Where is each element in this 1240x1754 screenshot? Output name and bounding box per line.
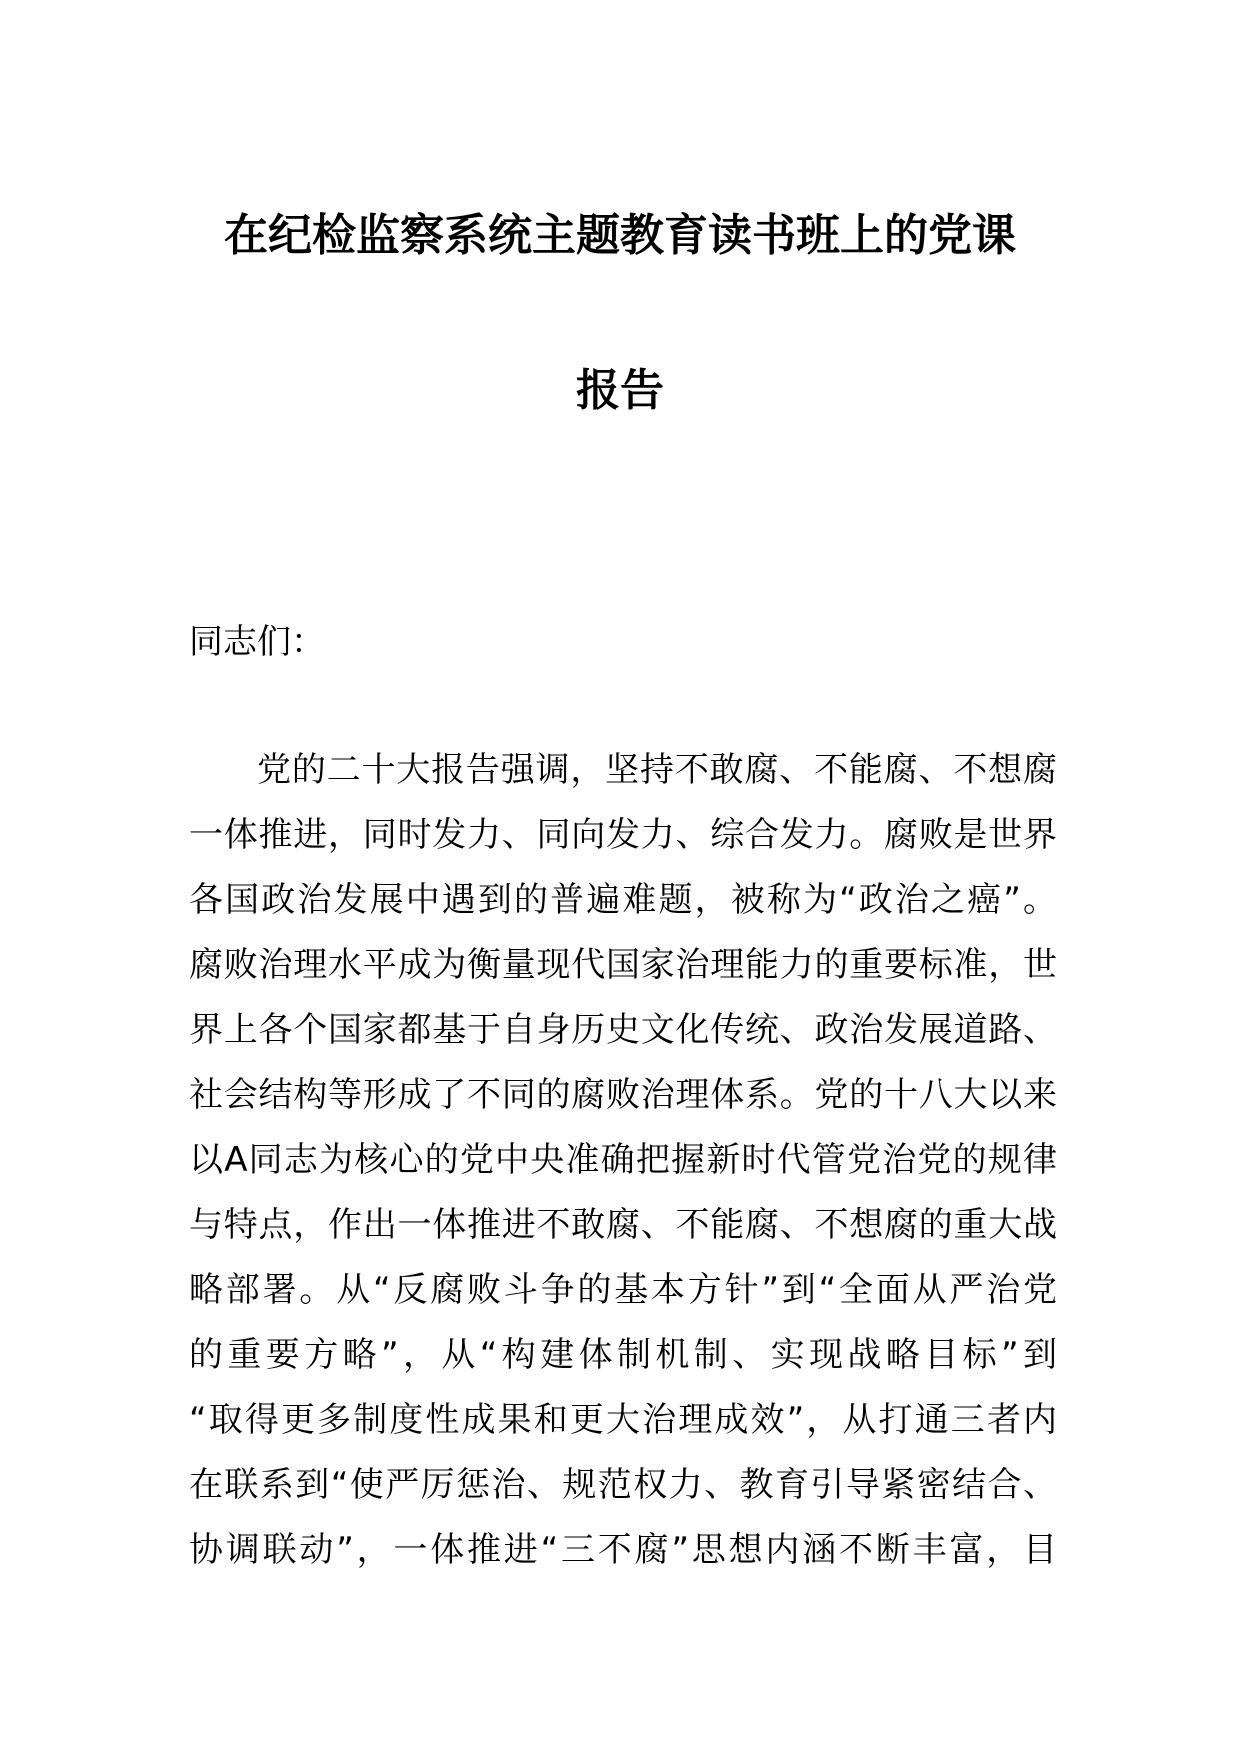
body-paragraph [189, 750, 1057, 1595]
paragraph-line: 各国政治发展中遇到的普遍难题，被称为“政治之癌”。 [189, 880, 1057, 920]
document-title-line1: 在纪检监察系统主题教育读书班上的党课 [224, 210, 1016, 261]
paragraph-line: 在联系到“使严厉惩治、规范权力、教育引导紧密结合、 [189, 1465, 1057, 1505]
paragraph-line: 腐败治理水平成为衡量现代国家治理能力的重要标准，世 [189, 945, 1057, 985]
paragraph-line: 社会结构等形成了不同的腐败治理体系。党的十八大以来 [189, 1075, 1057, 1115]
paragraph-line: 与特点，作出一体推进不敢腐、不能腐、不想腐的重大战 [189, 1205, 1057, 1245]
document-title-line2: 报告 [576, 365, 664, 416]
paragraph-line: 界上各个国家都基于自身历史文化传统、政治发展道路、 [189, 1010, 1057, 1050]
salutation: 同志们： [189, 622, 325, 662]
paragraph-line: 的重要方略”，从“构建体制机制、实现战略目标”到 [189, 1335, 1057, 1375]
paragraph-line: 协调联动”，一体推进“三不腐”思想内涵不断丰富，目 [189, 1530, 1057, 1570]
paragraph-line: 以A同志为核心的党中央准确把握新时代管党治党的规律 [189, 1140, 1057, 1180]
paragraph-line: 略部署。从“反腐败斗争的基本方针”到“全面从严治党 [189, 1270, 1057, 1310]
paragraph-line: “取得更多制度性成果和更大治理成效”，从打通三者内 [189, 1400, 1057, 1440]
paragraph-line: 党的二十大报告强调，坚持不敢腐、不能腐、不想腐 [257, 750, 1057, 790]
paragraph-line: 一体推进，同时发力、同向发力、综合发力。腐败是世界 [189, 815, 1057, 855]
